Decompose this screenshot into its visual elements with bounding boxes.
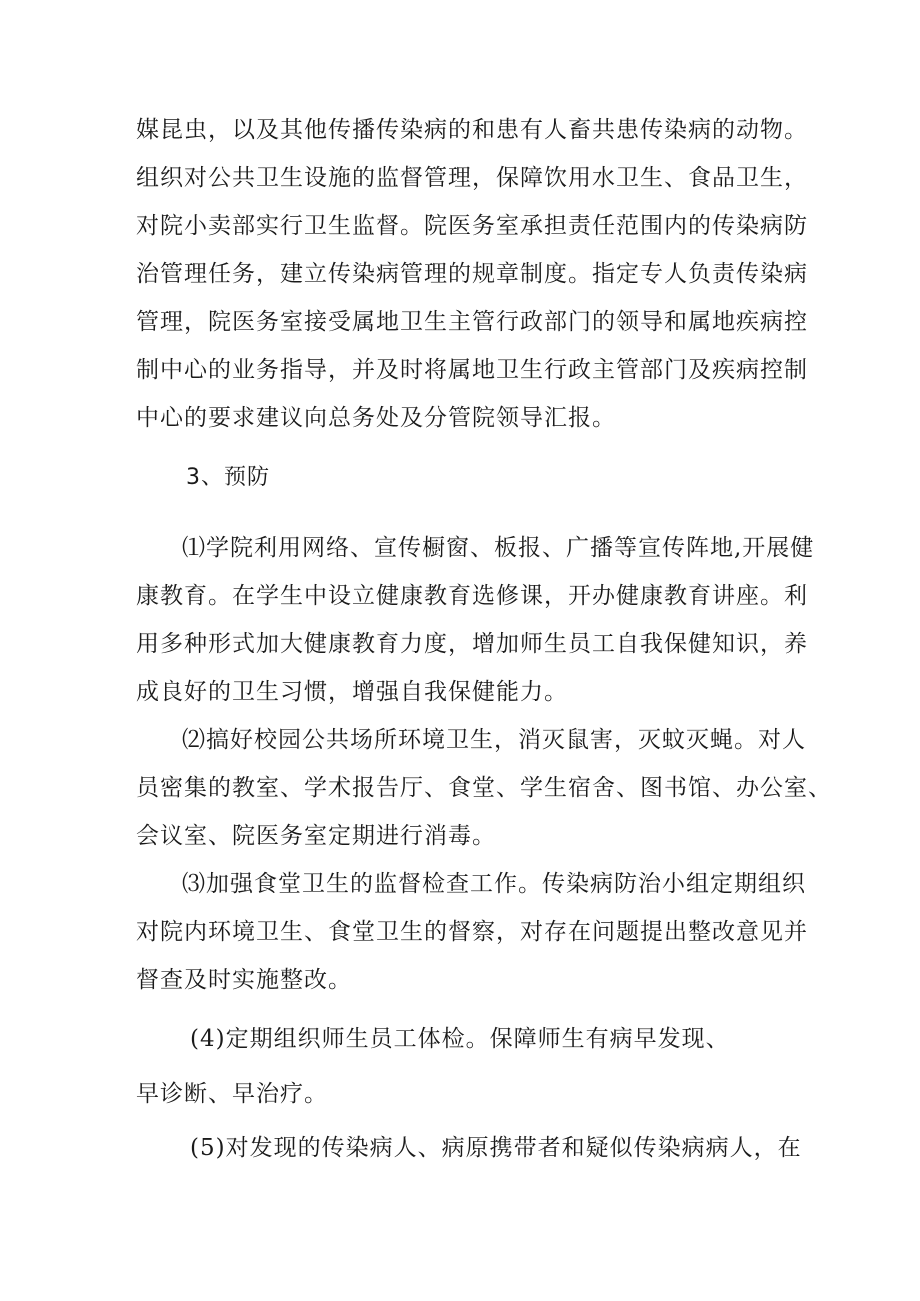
paragraph-1-line-3: 对院小卖部实行卫生监督。院医务室承担责任范围内的传染病防 [136, 213, 808, 239]
item-4-line-2: 早诊断、早治疗。 [136, 1081, 328, 1107]
item-3-line-1: ⑶加强食堂卫生的监督检查工作。传染病防治小组定期组织 [182, 871, 806, 897]
paragraph-1-line-1: 媒昆虫，以及其他传播传染病的和患有人畜共患传染病的动物。 [136, 117, 808, 143]
item-1-line-4: 成良好的卫生习惯，增强自我保健能力。 [136, 679, 568, 705]
item-1-line-2: 康教育。在学生中设立健康教育选修课，开办健康教育讲座。利 [136, 583, 808, 609]
item-3-line-3: 督查及时实施整改。 [136, 967, 352, 993]
paragraph-1-line-5: 管理，院医务室接受属地卫生主管行政部门的领导和属地疾病控 [136, 309, 808, 335]
item-1-line-3: 用多种形式加大健康教育力度，增加师生员工自我保健知识，养 [136, 631, 808, 657]
section-heading: 3、预防 [186, 465, 270, 490]
item-3-line-2: 对院内环境卫生、食堂卫生的督察，对存在问题提出整改意见并 [136, 919, 808, 945]
item-1-line-1: ⑴学院利用网络、宣传橱窗、板报、广播等宣传阵地,开展健 [182, 535, 815, 561]
item-2-line-1: ⑵搞好校园公共场所环境卫生，消灭鼠害，灭蚊灭蝇。对人 [182, 727, 806, 753]
item-2-line-2: 员密集的教室、学术报告厅、食堂、学生宿舍、图书馆、办公室、 [136, 775, 832, 801]
item-5-line-1: (5)对发现的传染病人、病原携带者和疑似传染病病人，在 [190, 1135, 802, 1161]
item-2-line-3: 会议室、院医务室定期进行消毒。 [136, 823, 496, 849]
paragraph-1-line-7: 中心的要求建议向总务处及分管院领导汇报。 [136, 405, 616, 431]
item-4-line-1: (4)定期组织师生员工体检。保障师生有病早发现、 [190, 1026, 730, 1052]
paragraph-1-line-6: 制中心的业务指导，并及时将属地卫生行政主管部门及疾病控制 [136, 357, 808, 383]
paragraph-1-line-2: 组织对公共卫生设施的监督管理，保障饮用水卫生、食品卫生， [136, 165, 808, 191]
paragraph-1-line-4: 治管理任务，建立传染病管理的规章制度。指定专人负责传染病 [136, 261, 808, 287]
